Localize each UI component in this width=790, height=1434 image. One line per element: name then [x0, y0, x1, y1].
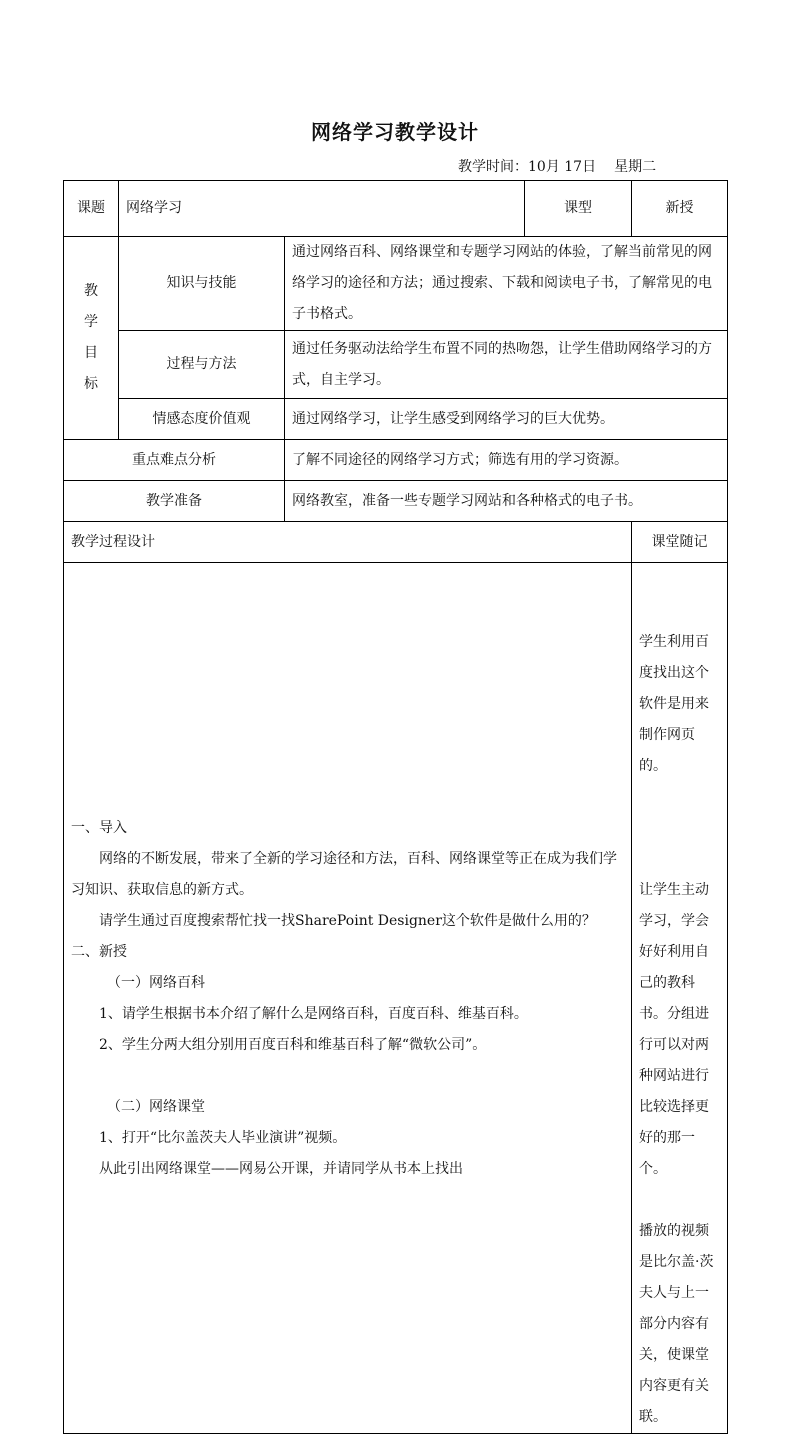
paragraph: 网络的不断发展，带来了全新的学习途径和方法，百科、网络课堂等正在成为我们学习知识、获取信息的新方式。	[71, 851, 617, 898]
goal-knowledge-row	[64, 237, 728, 331]
knowledge-label: 知识与技能	[119, 237, 285, 331]
goals-char: 教	[84, 283, 98, 299]
goal-process-row	[64, 331, 728, 399]
paragraph: 2、学生分两大组分别用百度百科和维基百科了解“微软公司”。	[99, 1037, 487, 1053]
knowledge-text: 通过网络百科、网络课堂和专题学习网站的体验，了解当前常见的网络学习的途径和方法；通过搜索、下载和阅读电子书，了解常见的电子书格式。	[285, 237, 728, 331]
key-points-row	[64, 440, 728, 481]
process-label: 过程与方法	[119, 331, 285, 399]
goals-char: 学	[84, 314, 98, 330]
section-new: 二、新授	[71, 944, 127, 960]
type-label: 课型	[525, 181, 632, 237]
subsection-title: （一）网络百科	[107, 975, 205, 991]
goals-char: 目	[84, 345, 98, 361]
weekday: 星期二	[614, 159, 657, 175]
teaching-time	[458, 156, 656, 176]
process-content-row	[64, 563, 728, 1434]
topic-value: 网络学习	[119, 181, 525, 237]
spacer	[639, 782, 720, 875]
preparation-label: 教学准备	[64, 481, 285, 522]
process-body	[64, 563, 632, 1434]
spacer	[639, 565, 720, 627]
emotion-text: 通过网络学习，让学生感受到网络学习的巨大优势。	[285, 399, 728, 440]
lesson-plan-table	[63, 180, 728, 1434]
goal-emotion-row	[64, 399, 728, 440]
type-value: 新授	[632, 181, 728, 237]
process-text: 通过任务驱动法给学生布置不同的热吻怨，让学生借助网络学习的方式，自主学习。	[285, 331, 728, 399]
design-label: 教学过程设计	[64, 522, 632, 563]
process-header-row	[64, 522, 728, 563]
preparation-text: 网络教室，准备一些专题学习网站和各种格式的电子书。	[285, 481, 728, 522]
subsection-title: （二）网络课堂	[107, 1099, 205, 1115]
note: 学生利用百度找出这个软件是用来制作网页的。	[639, 634, 709, 774]
section-intro: 一、导入	[71, 820, 127, 836]
topic-label: 课题	[64, 181, 119, 237]
paragraph: 1、打开“比尔盖茨夫人毕业演讲”视频。	[99, 1130, 347, 1146]
paragraph: 请学生通过百度搜索帮忙找一找SharePoint Designer这个软件是做什么用的？	[99, 913, 596, 929]
key-points-label: 重点难点分析	[64, 440, 285, 481]
paragraph: 1、请学生根据书本介绍了解什么是网络百科，百度百科、维基百科。	[99, 1006, 528, 1022]
goals-label	[64, 237, 119, 440]
paragraph: 从此引出网络课堂——网易公开课，并请同学从书本上找出	[99, 1161, 463, 1177]
spacer	[639, 1185, 720, 1216]
key-points-text: 了解不同途径的网络学习方式；筛选有用的学习资源。	[285, 440, 728, 481]
notes-label: 课堂随记	[632, 522, 728, 563]
preparation-row	[64, 481, 728, 522]
document-title: 网络学习教学设计	[311, 120, 479, 144]
spacer	[71, 1061, 624, 1092]
notes-body	[632, 563, 728, 1434]
date-label: 教学时间：10月 17日	[458, 159, 597, 175]
note: 让学生主动学习，学会好好利用自己的教科书。分组进行可以对两种网站进行比较选择更好的那一个。	[639, 882, 709, 1177]
topic-row	[64, 181, 728, 237]
emotion-label: 情感态度价值观	[119, 399, 285, 440]
goals-char: 标	[84, 376, 98, 392]
note: 播放的视频是比尔盖·茨夫人与上一部分内容有关，使课堂内容更有关联。	[639, 1223, 714, 1425]
